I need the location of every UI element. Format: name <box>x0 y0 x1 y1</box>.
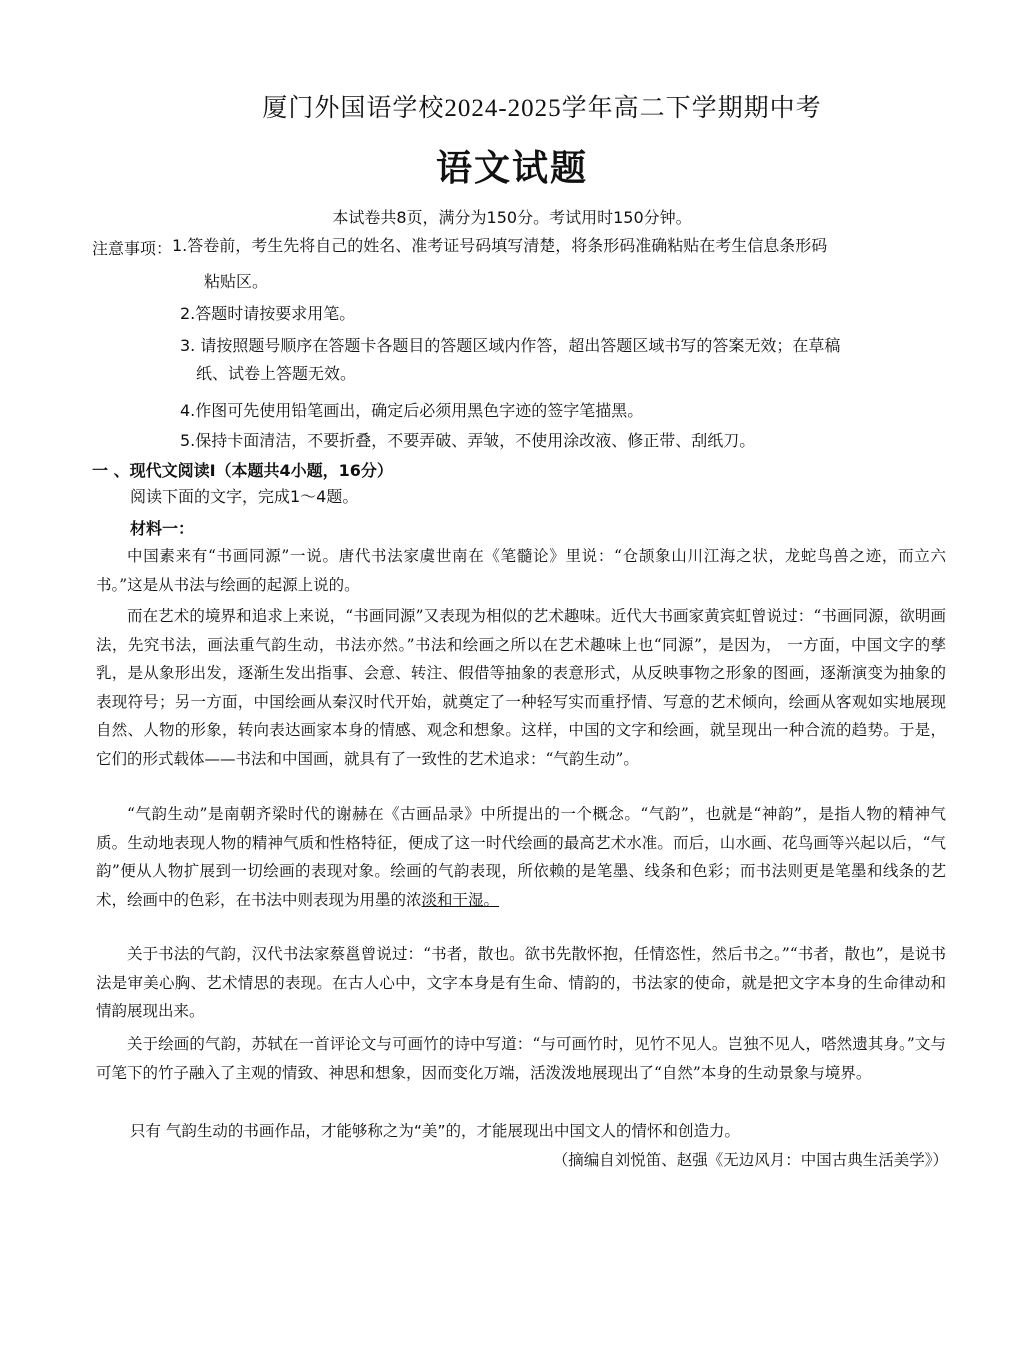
exam-title: 厦门外国语学校2024-2025学年高二下学期期中考 <box>262 95 822 122</box>
paragraph-5: 关于绘画的气韵，苏轼在一首评论文与可画竹的诗中写道：“与可画竹时，见竹不见人。岂独不见人，嗒然遗其身。”文与可笔下的竹子融入了主观的情致、神思和想象，因而变化万端，活泼泼地展现出了“自然”本身的生动景象与境界。 <box>96 1035 946 1082</box>
notice-item-2: 2.答题时请按要求用笔。 <box>180 304 356 323</box>
section-heading: 一 、现代文阅读Ⅰ（本题共4小题，16分） <box>92 461 393 480</box>
subject-title: 语文试题 <box>435 148 588 189</box>
paragraph-1: 中国素来有“书画同源”一说。唐代书法家虞世南在《笔髓论》里说：“仓颉象山川江海之状，龙蛇鸟兽之迹，而立六书。”这是从书法与绘画的起源上说的。 <box>96 547 946 594</box>
notice-item-3-cont: 纸、试卷上答题无效。 <box>196 364 357 383</box>
material-label: 材料一： <box>130 519 195 538</box>
paragraph-3-text: “气韵生动”是南朝齐梁时代的谢赫在《古画品录》中所提出的一个概念。“气韵”，也就是“神韵”，是指人物的精神气质。生动地表现人物的精神气质和性格特征，便成了这一时代绘画的最高艺术水准。而后，山水画、花鸟画等兴起以后，“气韵”便从人物扩展到一切绘画的表现对象。绘画的气韵表现，所依赖的是笔墨、线条和色彩；而书法则更是笔墨和线条的艺术，绘画中的色彩，在书法中则表现为用墨的浓 <box>96 805 946 909</box>
notice-label: 注意事项： <box>92 239 173 258</box>
paragraph-2: 而在艺术的境界和追求上来说，“书画同源”又表现为相似的艺术趣味。近代大书画家黄宾虹曾说过：“书画同源，欲明画法，先究书法，画法重气韵生动，书法亦然。”书法和绘画之所以在艺术趣味上也“同源”，是因为， 一方面，中国文字的孳乳，是从象形出发，逐渐生发出指事、会意、转注、假借等抽象的表意形式，从反映事物之形象的图画，逐渐演变为抽象的表现符号；另一方面，中国绘画从秦汉时代开始，就奠定了一种轻写实而重抒情、写意的艺术倾向，绘画从客观如实地展现自然、人物的形象，转向表达画家本身的情感、观念和想象。这样，中国的文字和绘画，就呈现出一种合流的趋势。于是，它们的形式载体——书法和中国画，就具有了一致性的艺术追求：“气韵生动”。 <box>96 607 947 768</box>
paragraph-3-underlined: 淡和干湿。 <box>421 890 500 909</box>
reading-instruction: 阅读下面的文字，完成1～4题。 <box>130 487 359 506</box>
notice-item-1: 1.答卷前，考生先将自己的姓名、准考证号码填写清楚，将条形码准确粘贴在考生信息条形码 <box>172 236 828 255</box>
paragraph-6: 只有 气韵生动的书画作品，才能够称之为“美”的，才能展现出中国文人的情怀和创造力。 <box>130 1122 740 1140</box>
paragraph-4: 关于书法的气韵，汉代书法家蔡邕曾说过：“书者，散也。欲书先散怀抱，任情恣性，然后书之。”“书者，散也”，是说书法是审美心胸、艺术情思的表现。在古人心中，文字本身是有生命、情韵的，书法家的使命，就是把文字本身的生命律动和情韵展现出来。 <box>96 945 946 1020</box>
exam-info: 本试卷共8页，满分为150分。考试用时150分钟。 <box>332 208 692 227</box>
paragraph-3 <box>96 800 946 914</box>
source-citation: （摘编自刘悦笛、赵强《无边风月：中国古典生活美学》） <box>552 1151 948 1169</box>
notice-item-1-cont: 粘贴区。 <box>204 272 269 291</box>
notice-item-4: 4.作图可先使用铅笔画出，确定后必须用黑色字迹的签字笔描黑。 <box>180 401 644 420</box>
notice-item-5: 5.保持卡面清洁，不要折叠，不要弄破、弄皱，不使用涂改液、修正带、刮纸刀。 <box>180 431 756 450</box>
notice-item-3: 3. 请按照题号顺序在答题卡各题目的答题区域内作答，超出答题区域书写的答案无效；在草稿 <box>180 336 841 355</box>
